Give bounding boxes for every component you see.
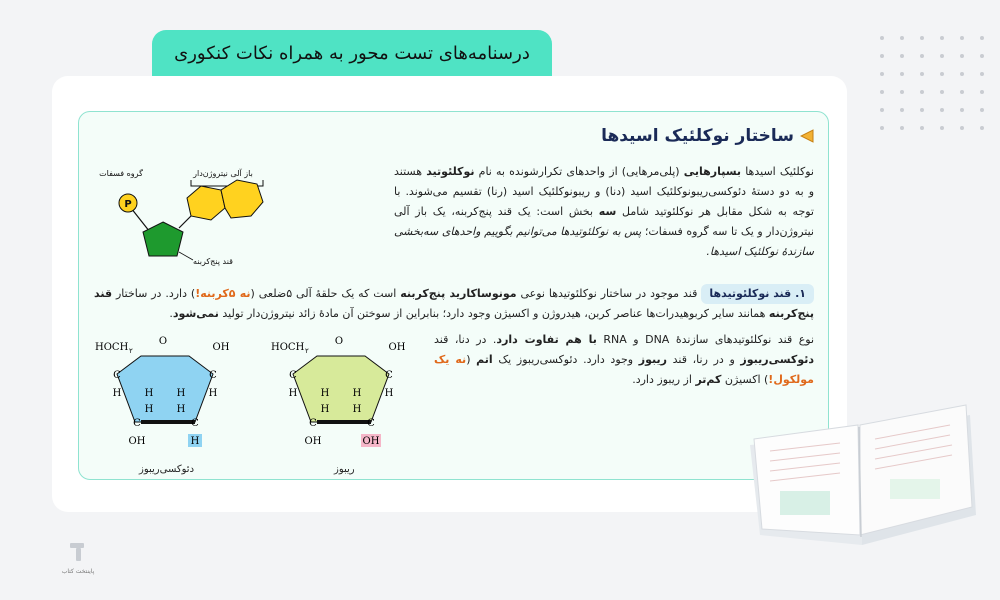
svg-text:H: H <box>320 404 330 415</box>
open-book-illustration <box>740 395 980 560</box>
svg-text:۲: ۲ <box>305 347 309 355</box>
svg-text:OH: OH <box>128 436 146 447</box>
svg-text:C: C <box>209 370 217 381</box>
svg-text:O: O <box>334 336 344 347</box>
svg-text:OH: OH <box>362 436 380 447</box>
deoxyribose-caption: دئوکسی‌ریبوز <box>139 464 195 475</box>
section-heading <box>601 126 814 146</box>
note-not-five-carbon: نه ۵کربنه! <box>195 287 251 300</box>
decorative-dots <box>880 36 986 130</box>
base-label: باز آلی نیتروژن‌دار <box>193 169 253 178</box>
triangle-bullet-icon <box>800 129 814 143</box>
section-title: ساختار نوکلئیک اسیدها <box>601 126 794 146</box>
sugar-subheading: ۱. قند نوکلئوتیدها <box>701 284 814 304</box>
ribose-caption: ریبوز <box>334 464 355 475</box>
svg-text:HOCH: HOCH <box>271 342 305 353</box>
phosphate-symbol: P <box>124 199 132 210</box>
sugar-label: قند پنج‌کربنه <box>193 257 233 266</box>
svg-text:C: C <box>191 418 199 429</box>
svg-text:H: H <box>112 388 122 399</box>
nucleotide-diagram <box>83 156 313 286</box>
svg-text:C: C <box>289 370 297 381</box>
svg-text:C: C <box>309 418 317 429</box>
svg-text:H: H <box>384 388 394 399</box>
deoxyribose-diagram <box>91 336 236 461</box>
svg-text:OH: OH <box>388 342 406 353</box>
svg-text:H: H <box>176 404 186 415</box>
svg-text:H: H <box>320 388 330 399</box>
svg-text:H: H <box>288 388 298 399</box>
sugar-pentagon <box>143 222 183 256</box>
svg-text:C: C <box>133 418 141 429</box>
ribose-diagram <box>267 336 412 461</box>
brand-logo-icon <box>67 540 89 564</box>
lesson-box <box>78 111 829 480</box>
svg-text:H: H <box>352 404 362 415</box>
svg-text:H: H <box>190 436 200 447</box>
svg-text:C: C <box>385 370 393 381</box>
phosphate-label: گروه فسفات <box>99 169 143 178</box>
note-not-molecule: نه یک مولکول! <box>434 353 814 386</box>
svg-text:C: C <box>113 370 121 381</box>
dna-rna-paragraph: نوع قند نوکلئوتیدهای سازندهٔ DNA و RNA با هم تفاوت دارد. در دنا، قند دئوکسی‌ریبوز و در رنا، قند ریبوز وجود دارد. دئوکسی‌ریبوز یک اتم (نه یک مولکول!) اکسیژن کم‌تر از ریبوز دارد. <box>434 333 815 386</box>
svg-text:C: C <box>367 418 375 429</box>
sugar-paragraph: ۱. قند نوکلئوتیدهاقند موجود در ساختار نوکلئوتیدها نوعی مونوساکارید پنج‌کربنه است که یک حلقهٔ آلی ۵ضلعی (نه ۵کربنه!) دارد. در ساختار قند پنج‌کربنه همانند سایر کربوهیدرات‌ها عناصر کربن، هیدروژن و اکسیژن وجود دارد؛ بنابراین از سوختن آن مادهٔ زائد نیتروژن‌دار تولید نمی‌شود. <box>94 284 814 324</box>
svg-text:HOCH: HOCH <box>95 342 129 353</box>
intro-paragraph: نوکلئیک اسیدها بسپارهایی (پلی‌مرهایی) از واحدهای تکرارشونده به نام نوکلئوتید هستند و به دو دستهٔ دئوکسی‌ریبونوکلئیک اسید (دنا) و ریبونوکلئیک اسید (رنا) تقسیم می‌شوند. با توجه به شکل مقابل هر نوکلئوتید شامل سه بخش است: یک قند پنج‌کربنه، یک باز آلی نیتروژن‌دار و یک تا سه گروه فسفات؛ پس به نوکلئوتیدها می‌توانیم بگوییم واحدهای سه‌بخشی سازندهٔ نوکلئیک اسیدها. <box>394 165 814 258</box>
base-ring-small <box>187 186 225 220</box>
svg-text:O: O <box>158 336 168 347</box>
banner-title: درسنامه‌های تست محور به همراه نکات کنکوری <box>152 30 552 76</box>
svg-text:H: H <box>352 388 362 399</box>
svg-text:۲: ۲ <box>129 347 133 355</box>
svg-text:H: H <box>144 404 154 415</box>
brand-logo-text: پاینتخت کتاب <box>61 568 95 575</box>
svg-text:H: H <box>208 388 218 399</box>
svg-text:H: H <box>176 388 186 399</box>
svg-text:OH: OH <box>304 436 322 447</box>
svg-text:H: H <box>144 388 154 399</box>
svg-text:OH: OH <box>212 342 230 353</box>
base-ring-large <box>221 180 263 218</box>
brand-logo <box>58 540 98 580</box>
